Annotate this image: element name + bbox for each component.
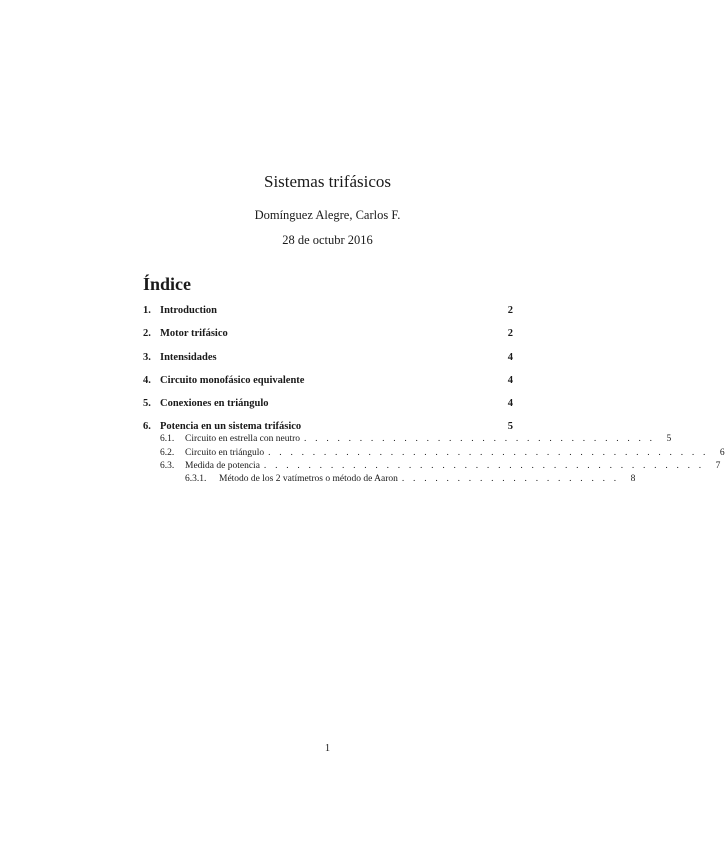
toc-section[interactable] (143, 375, 513, 389)
toc-section[interactable] (143, 305, 513, 319)
toc-subsection-page: 5 (666, 434, 672, 444)
document-author: Domínguez Alegre, Carlos F. (254, 208, 401, 222)
toc-subsection-number: 6.2. (160, 448, 175, 458)
toc-dot-leader: . . . . . . . . . . . . . . . . . . . . . . . . . . . . . . . . . . . . . . . . (263, 461, 705, 471)
toc-section-number: 1. (143, 305, 151, 316)
toc-subsection[interactable] (160, 448, 725, 461)
toc-subsection-number: 6.3.1. (185, 474, 207, 484)
toc-section-number: 4. (143, 375, 151, 386)
toc-section-label: Motor trifásico (160, 328, 228, 339)
toc-section-page: 5 (507, 421, 513, 432)
toc-subsection-label: Circuito en triángulo (185, 448, 265, 458)
page-number: 1 (324, 743, 331, 754)
toc-subsection-page: 8 (630, 474, 636, 484)
toc-section[interactable] (143, 398, 513, 412)
toc-section-page: 4 (507, 375, 513, 386)
toc-section-number: 5. (143, 398, 151, 409)
toc-subsection-page: 6 (719, 448, 725, 458)
toc-subsection[interactable] (185, 474, 636, 487)
toc-section-label: Introduction (160, 305, 217, 316)
toc-subsection-page: 7 (715, 461, 721, 471)
toc-subsection-label: Método de los 2 vatímetros o método de Aaron (219, 474, 398, 484)
toc-section-number: 3. (143, 352, 151, 363)
toc-section-label: Intensidades (160, 352, 217, 363)
toc-section-page: 2 (507, 328, 513, 339)
document-title: Sistemas trifásicos (263, 172, 391, 191)
toc-dot-leader: . . . . . . . . . . . . . . . . . . . . . . . . . . . . . . . . . . . . . . . . (268, 448, 709, 458)
toc-section-page: 4 (507, 352, 513, 363)
document-date: 28 de octubr 2016 (282, 233, 373, 247)
toc-dot-leader: . . . . . . . . . . . . . . . . . . . . . . . . . . . . . . . . (304, 434, 656, 444)
toc-dot-leader: . . . . . . . . . . . . . . . . . . . . (401, 474, 620, 484)
toc-section-page: 2 (507, 305, 513, 316)
toc-subsection-number: 6.1. (160, 434, 175, 444)
toc-section[interactable] (143, 352, 513, 366)
toc-section-number: 2. (143, 328, 151, 339)
toc-subsection[interactable] (160, 434, 672, 447)
toc-section[interactable] (143, 328, 513, 342)
toc-section-label: Circuito monofásico equivalente (160, 375, 305, 386)
toc-subsection-label: Circuito en estrella con neutro (185, 434, 301, 444)
toc-heading: Índice (143, 274, 192, 294)
toc-section-page: 4 (507, 398, 513, 409)
toc-subsection-number: 6.3. (160, 461, 175, 471)
toc-subsection-label: Medida de potencia (185, 461, 260, 471)
toc-section[interactable] (143, 421, 513, 435)
toc-section-number: 6. (143, 421, 151, 432)
toc-section-label: Potencia en un sistema trifásico (160, 421, 302, 432)
toc-section-label: Conexiones en triángulo (160, 398, 269, 409)
toc-subsection[interactable] (160, 461, 721, 474)
